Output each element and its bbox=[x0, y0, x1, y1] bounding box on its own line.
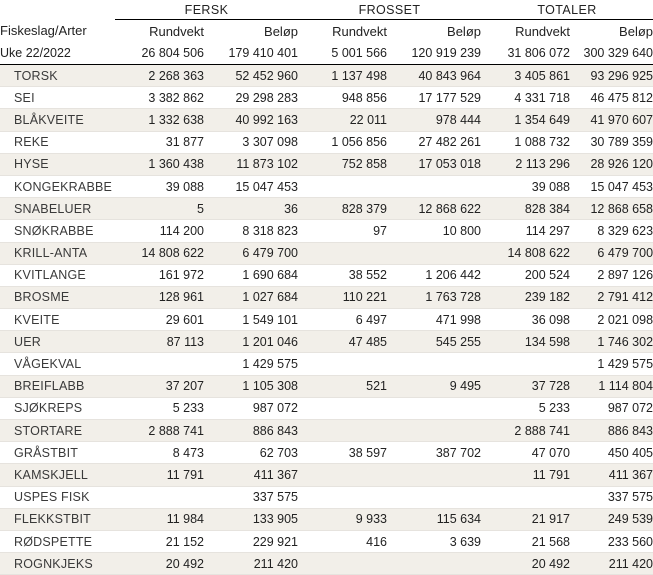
row-species-name: ROGNKJEKS bbox=[0, 553, 115, 575]
row-fersk-rundvekt: 87 113 bbox=[115, 331, 204, 353]
totals-fersk-rundvekt: 26 804 506 bbox=[115, 42, 204, 65]
row-frosset-rundvekt: 6 497 bbox=[298, 309, 387, 331]
row-species-name: KAMSKJELL bbox=[0, 464, 115, 486]
row-total-belop: 411 367 bbox=[570, 464, 653, 486]
row-fersk-rundvekt bbox=[115, 486, 204, 508]
row-frosset-belop bbox=[387, 464, 481, 486]
totals-frosset-belop: 120 919 239 bbox=[387, 42, 481, 65]
row-fersk-belop: 229 921 bbox=[204, 530, 298, 552]
table-row bbox=[0, 264, 653, 286]
table-body bbox=[0, 65, 653, 575]
row-total-rundvekt: 37 728 bbox=[481, 375, 570, 397]
row-frosset-belop bbox=[387, 175, 481, 197]
row-total-belop: 249 539 bbox=[570, 508, 653, 530]
row-frosset-rundvekt bbox=[298, 242, 387, 264]
totals-total-rundvekt: 31 806 072 bbox=[481, 42, 570, 65]
row-total-belop: 2 021 098 bbox=[570, 309, 653, 331]
row-frosset-rundvekt: 948 856 bbox=[298, 87, 387, 109]
row-fersk-belop: 1 027 684 bbox=[204, 286, 298, 308]
row-total-belop: 1 114 804 bbox=[570, 375, 653, 397]
row-total-rundvekt: 3 405 861 bbox=[481, 65, 570, 87]
row-total-rundvekt: 39 088 bbox=[481, 175, 570, 197]
row-frosset-rundvekt: 828 379 bbox=[298, 198, 387, 220]
row-fersk-belop: 1 105 308 bbox=[204, 375, 298, 397]
row-species-name: SNABELUER bbox=[0, 198, 115, 220]
row-frosset-rundvekt: 38 552 bbox=[298, 264, 387, 286]
row-total-belop: 1 429 575 bbox=[570, 353, 653, 375]
row-frosset-rundvekt: 97 bbox=[298, 220, 387, 242]
row-total-belop: 211 420 bbox=[570, 553, 653, 575]
row-fersk-belop: 6 479 700 bbox=[204, 242, 298, 264]
row-fersk-belop: 411 367 bbox=[204, 464, 298, 486]
row-total-belop: 886 843 bbox=[570, 420, 653, 442]
row-total-rundvekt bbox=[481, 353, 570, 375]
row-fersk-belop: 62 703 bbox=[204, 442, 298, 464]
row-total-rundvekt: 47 070 bbox=[481, 442, 570, 464]
row-fersk-belop: 8 318 823 bbox=[204, 220, 298, 242]
row-total-belop: 337 575 bbox=[570, 486, 653, 508]
row-species-name: REKE bbox=[0, 131, 115, 153]
row-total-rundvekt: 11 791 bbox=[481, 464, 570, 486]
row-fersk-belop: 3 307 098 bbox=[204, 131, 298, 153]
row-frosset-belop: 40 843 964 bbox=[387, 65, 481, 87]
row-frosset-belop bbox=[387, 242, 481, 264]
row-fersk-belop: 52 452 960 bbox=[204, 65, 298, 87]
row-total-rundvekt: 134 598 bbox=[481, 331, 570, 353]
row-fersk-rundvekt: 114 200 bbox=[115, 220, 204, 242]
row-fersk-belop: 1 549 101 bbox=[204, 309, 298, 331]
row-fersk-rundvekt: 2 268 363 bbox=[115, 65, 204, 87]
row-frosset-rundvekt: 416 bbox=[298, 530, 387, 552]
row-frosset-belop: 387 702 bbox=[387, 442, 481, 464]
row-total-rundvekt: 21 917 bbox=[481, 508, 570, 530]
group-header-frosset: FROSSET bbox=[298, 0, 481, 20]
row-fersk-rundvekt: 128 961 bbox=[115, 286, 204, 308]
row-frosset-rundvekt bbox=[298, 486, 387, 508]
group-header-blank bbox=[0, 0, 115, 20]
row-frosset-rundvekt: 1 137 498 bbox=[298, 65, 387, 87]
row-fersk-rundvekt: 20 492 bbox=[115, 553, 204, 575]
totals-total-belop: 300 329 640 bbox=[570, 42, 653, 65]
row-fersk-rundvekt: 39 088 bbox=[115, 175, 204, 197]
row-total-rundvekt: 36 098 bbox=[481, 309, 570, 331]
row-total-belop: 2 897 126 bbox=[570, 264, 653, 286]
column-header-frosset-belop: Beløp bbox=[387, 20, 481, 43]
row-fersk-rundvekt: 21 152 bbox=[115, 530, 204, 552]
row-total-rundvekt: 14 808 622 bbox=[481, 242, 570, 264]
row-frosset-rundvekt bbox=[298, 420, 387, 442]
row-total-rundvekt: 21 568 bbox=[481, 530, 570, 552]
row-fersk-rundvekt: 161 972 bbox=[115, 264, 204, 286]
totals-period-label: Uke 22/2022 bbox=[0, 42, 115, 65]
table-row bbox=[0, 153, 653, 175]
table-row bbox=[0, 65, 653, 87]
row-frosset-rundvekt bbox=[298, 553, 387, 575]
row-frosset-rundvekt: 47 485 bbox=[298, 331, 387, 353]
row-frosset-rundvekt: 22 011 bbox=[298, 109, 387, 131]
column-header-total-rundvekt: Rundvekt bbox=[481, 20, 570, 43]
table-row bbox=[0, 397, 653, 419]
row-frosset-belop bbox=[387, 353, 481, 375]
table-row bbox=[0, 242, 653, 264]
table-row bbox=[0, 353, 653, 375]
row-frosset-rundvekt bbox=[298, 175, 387, 197]
column-header-total-belop: Beløp bbox=[570, 20, 653, 43]
row-total-belop: 2 791 412 bbox=[570, 286, 653, 308]
row-fersk-belop: 36 bbox=[204, 198, 298, 220]
row-fersk-rundvekt: 8 473 bbox=[115, 442, 204, 464]
table-row bbox=[0, 442, 653, 464]
row-species-name: TORSK bbox=[0, 65, 115, 87]
row-frosset-rundvekt bbox=[298, 464, 387, 486]
group-header-row bbox=[0, 0, 653, 20]
table-row bbox=[0, 109, 653, 131]
row-fersk-rundvekt: 1 360 438 bbox=[115, 153, 204, 175]
row-species-name: UER bbox=[0, 331, 115, 353]
row-fersk-rundvekt: 11 791 bbox=[115, 464, 204, 486]
table-row bbox=[0, 553, 653, 575]
row-species-name: KVITLANGE bbox=[0, 264, 115, 286]
row-frosset-belop: 3 639 bbox=[387, 530, 481, 552]
row-species-name: KRILL-ANTA bbox=[0, 242, 115, 264]
row-fersk-belop: 886 843 bbox=[204, 420, 298, 442]
row-frosset-belop: 9 495 bbox=[387, 375, 481, 397]
row-species-name: VÅGEKVAL bbox=[0, 353, 115, 375]
row-frosset-rundvekt: 1 056 856 bbox=[298, 131, 387, 153]
column-header-fersk-belop: Beløp bbox=[204, 20, 298, 43]
row-species-name: RØDSPETTE bbox=[0, 530, 115, 552]
table-row bbox=[0, 420, 653, 442]
table-row bbox=[0, 375, 653, 397]
row-species-name: SNØKRABBE bbox=[0, 220, 115, 242]
row-fersk-belop: 29 298 283 bbox=[204, 87, 298, 109]
row-total-rundvekt: 2 113 296 bbox=[481, 153, 570, 175]
row-total-rundvekt: 20 492 bbox=[481, 553, 570, 575]
row-frosset-belop: 545 255 bbox=[387, 331, 481, 353]
row-total-rundvekt: 5 233 bbox=[481, 397, 570, 419]
row-frosset-rundvekt: 110 221 bbox=[298, 286, 387, 308]
row-fersk-belop: 1 201 046 bbox=[204, 331, 298, 353]
row-frosset-belop bbox=[387, 397, 481, 419]
row-fersk-belop: 40 992 163 bbox=[204, 109, 298, 131]
row-total-belop: 987 072 bbox=[570, 397, 653, 419]
row-frosset-belop: 115 634 bbox=[387, 508, 481, 530]
row-frosset-rundvekt bbox=[298, 353, 387, 375]
row-total-belop: 93 296 925 bbox=[570, 65, 653, 87]
row-species-name: STORTARE bbox=[0, 420, 115, 442]
row-fersk-rundvekt: 11 984 bbox=[115, 508, 204, 530]
row-total-belop: 450 405 bbox=[570, 442, 653, 464]
row-total-belop: 30 789 359 bbox=[570, 131, 653, 153]
table-row bbox=[0, 175, 653, 197]
row-total-rundvekt: 2 888 741 bbox=[481, 420, 570, 442]
row-fersk-belop: 211 420 bbox=[204, 553, 298, 575]
row-fersk-belop: 987 072 bbox=[204, 397, 298, 419]
table-row bbox=[0, 87, 653, 109]
row-total-belop: 233 560 bbox=[570, 530, 653, 552]
row-species-name: GRÅSTBIT bbox=[0, 442, 115, 464]
row-fersk-belop: 15 047 453 bbox=[204, 175, 298, 197]
row-total-rundvekt: 1 088 732 bbox=[481, 131, 570, 153]
table-row bbox=[0, 486, 653, 508]
row-frosset-rundvekt bbox=[298, 397, 387, 419]
row-frosset-belop: 10 800 bbox=[387, 220, 481, 242]
row-frosset-belop: 1 206 442 bbox=[387, 264, 481, 286]
row-frosset-belop: 17 053 018 bbox=[387, 153, 481, 175]
group-header-totaler: TOTALER bbox=[481, 0, 653, 20]
row-total-rundvekt: 828 384 bbox=[481, 198, 570, 220]
group-header-fersk: FERSK bbox=[115, 0, 298, 20]
row-species-name: KONGEKRABBE bbox=[0, 175, 115, 197]
table-header bbox=[0, 0, 653, 65]
totals-row bbox=[0, 42, 653, 65]
row-fersk-belop: 1 429 575 bbox=[204, 353, 298, 375]
row-fersk-belop: 11 873 102 bbox=[204, 153, 298, 175]
row-total-belop: 28 926 120 bbox=[570, 153, 653, 175]
row-species-name: SEI bbox=[0, 87, 115, 109]
row-frosset-rundvekt: 752 858 bbox=[298, 153, 387, 175]
row-frosset-belop: 27 482 261 bbox=[387, 131, 481, 153]
row-total-rundvekt: 4 331 718 bbox=[481, 87, 570, 109]
table-row bbox=[0, 530, 653, 552]
row-fersk-belop: 1 690 684 bbox=[204, 264, 298, 286]
row-fersk-belop: 337 575 bbox=[204, 486, 298, 508]
row-frosset-belop: 17 177 529 bbox=[387, 87, 481, 109]
row-species-name: BROSME bbox=[0, 286, 115, 308]
column-header-species: Fiskeslag/Arter bbox=[0, 20, 115, 43]
table-row bbox=[0, 309, 653, 331]
row-total-belop: 6 479 700 bbox=[570, 242, 653, 264]
row-total-rundvekt bbox=[481, 486, 570, 508]
row-species-name: SJØKREPS bbox=[0, 397, 115, 419]
row-total-belop: 41 970 607 bbox=[570, 109, 653, 131]
table-row bbox=[0, 508, 653, 530]
row-frosset-rundvekt: 38 597 bbox=[298, 442, 387, 464]
row-fersk-rundvekt bbox=[115, 353, 204, 375]
row-total-rundvekt: 1 354 649 bbox=[481, 109, 570, 131]
row-total-belop: 46 475 812 bbox=[570, 87, 653, 109]
row-species-name: BLÅKVEITE bbox=[0, 109, 115, 131]
row-fersk-rundvekt: 14 808 622 bbox=[115, 242, 204, 264]
row-frosset-belop bbox=[387, 420, 481, 442]
row-species-name: HYSE bbox=[0, 153, 115, 175]
totals-fersk-belop: 179 410 401 bbox=[204, 42, 298, 65]
row-total-rundvekt: 239 182 bbox=[481, 286, 570, 308]
column-header-row bbox=[0, 20, 653, 43]
row-frosset-rundvekt: 521 bbox=[298, 375, 387, 397]
row-species-name: KVEITE bbox=[0, 309, 115, 331]
row-total-belop: 8 329 623 bbox=[570, 220, 653, 242]
row-frosset-belop: 1 763 728 bbox=[387, 286, 481, 308]
column-header-fersk-rundvekt: Rundvekt bbox=[115, 20, 204, 43]
row-fersk-rundvekt: 37 207 bbox=[115, 375, 204, 397]
table-row bbox=[0, 286, 653, 308]
row-frosset-belop: 978 444 bbox=[387, 109, 481, 131]
row-fersk-rundvekt: 29 601 bbox=[115, 309, 204, 331]
column-header-frosset-rundvekt: Rundvekt bbox=[298, 20, 387, 43]
row-fersk-rundvekt: 5 bbox=[115, 198, 204, 220]
row-fersk-rundvekt: 31 877 bbox=[115, 131, 204, 153]
row-frosset-belop: 12 868 622 bbox=[387, 198, 481, 220]
table-row bbox=[0, 331, 653, 353]
row-total-belop: 12 868 658 bbox=[570, 198, 653, 220]
row-total-belop: 15 047 453 bbox=[570, 175, 653, 197]
row-fersk-rundvekt: 3 382 862 bbox=[115, 87, 204, 109]
row-fersk-belop: 133 905 bbox=[204, 508, 298, 530]
row-fersk-rundvekt: 1 332 638 bbox=[115, 109, 204, 131]
row-total-belop: 1 746 302 bbox=[570, 331, 653, 353]
table-row bbox=[0, 198, 653, 220]
row-frosset-rundvekt: 9 933 bbox=[298, 508, 387, 530]
table-row bbox=[0, 220, 653, 242]
row-total-rundvekt: 114 297 bbox=[481, 220, 570, 242]
totals-frosset-rundvekt: 5 001 566 bbox=[298, 42, 387, 65]
row-fersk-rundvekt: 5 233 bbox=[115, 397, 204, 419]
row-frosset-belop: 471 998 bbox=[387, 309, 481, 331]
row-frosset-belop bbox=[387, 486, 481, 508]
table-row bbox=[0, 464, 653, 486]
row-species-name: USPES FISK bbox=[0, 486, 115, 508]
row-species-name: BREIFLABB bbox=[0, 375, 115, 397]
row-total-rundvekt: 200 524 bbox=[481, 264, 570, 286]
table-row bbox=[0, 131, 653, 153]
row-fersk-rundvekt: 2 888 741 bbox=[115, 420, 204, 442]
row-species-name: FLEKKSTBIT bbox=[0, 508, 115, 530]
row-frosset-belop bbox=[387, 553, 481, 575]
